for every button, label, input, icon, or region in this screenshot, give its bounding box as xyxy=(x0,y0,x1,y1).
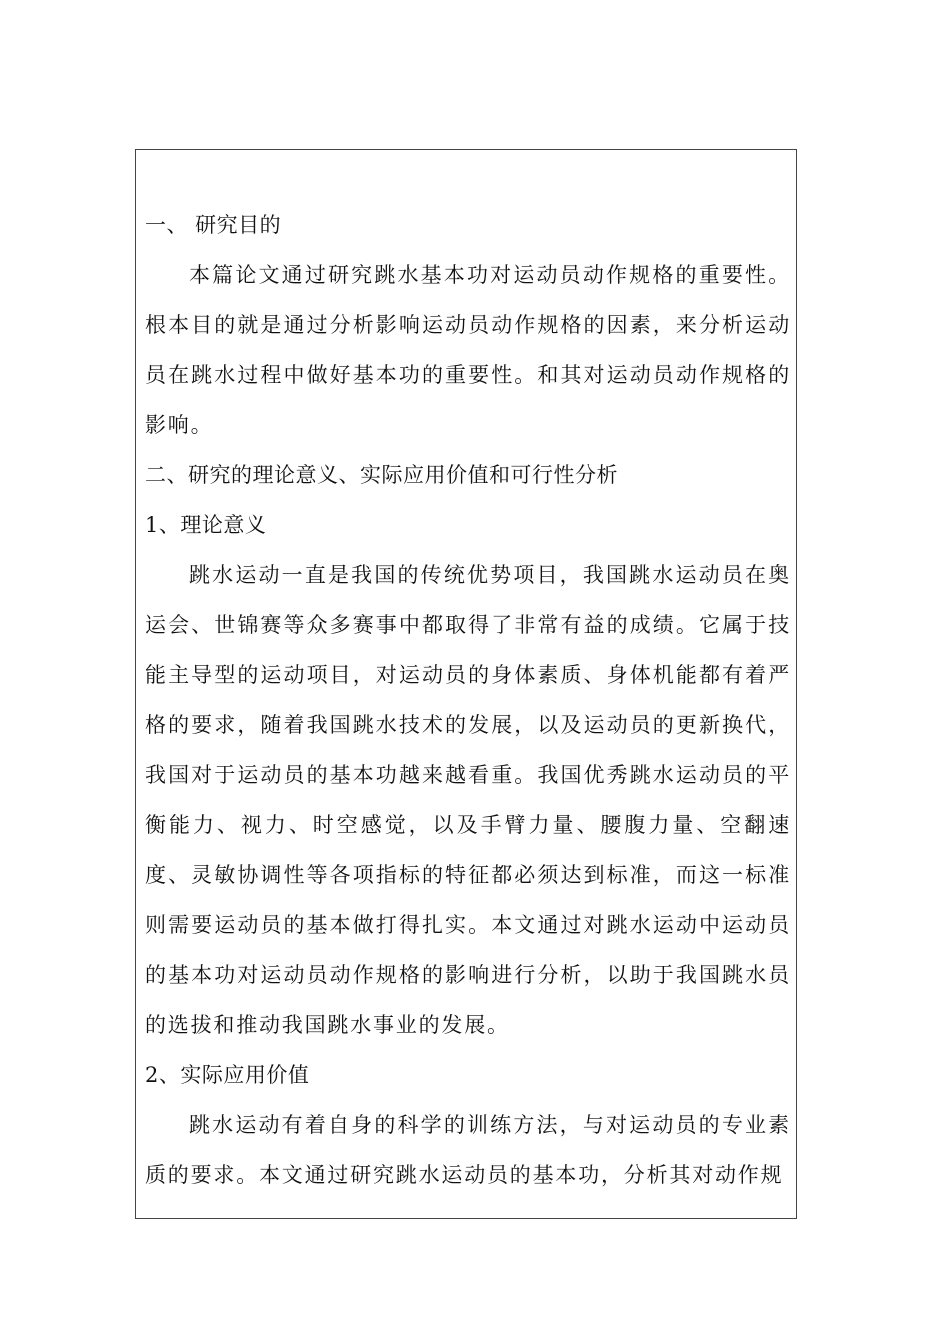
document-body xyxy=(145,200,791,1200)
paragraph-theoretical-significance: 跳水运动一直是我国的传统优势项目，我国跳水运动员在奥运会、世锦赛等众多赛事中都取得了非常有益的成绩。它属于技能主导型的运动项目，对运动员的身体素质、身体机能都有着严格的要求，随着我国跳水技术的发展，以及运动员的更新换代，我国对于运动员的基本功越来越看重。我国优秀跳水运动员的平衡能力、视力、时空感觉，以及手臂力量、腰腹力量、空翻速度、灵敏协调性等各项指标的特征都必须达到标准，而这一标准则需要运动员的基本做打得扎实。本文通过对跳水运动中运动员的基本功对运动员动作规格的影响进行分析，以助于我国跳水员的选拔和推动我国跳水事业的发展。 xyxy=(145,563,791,1037)
subheading-practical-value: 2、实际应用价值 xyxy=(145,1063,310,1087)
paragraph-research-purpose: 本篇论文通过研究跳水基本功对运动员动作规格的重要性。根本目的就是通过分析影响运动员动作规格的因素，来分析运动员在跳水过程中做好基本功的重要性。和其对运动员动作规格的影响。 xyxy=(145,263,791,437)
document-frame xyxy=(135,149,797,1219)
subheading-theoretical-significance: 1、理论意义 xyxy=(145,513,267,537)
paragraph-practical-value: 跳水运动有着自身的科学的训练方法，与对运动员的专业素质的要求。本文通过研究跳水运动员的基本功，分析其对动作规 xyxy=(145,1113,791,1187)
section-heading-significance: 二、研究的理论意义、实际应用价值和可行性分析 xyxy=(145,463,618,487)
section-heading-research-purpose: 一、 研究目的 xyxy=(145,213,282,237)
